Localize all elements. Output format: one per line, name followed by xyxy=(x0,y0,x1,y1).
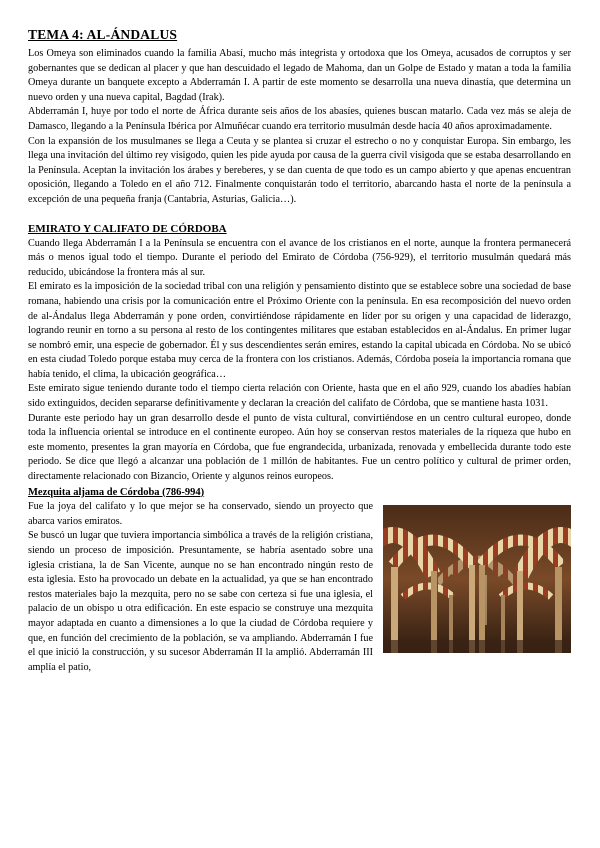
document-content xyxy=(28,27,571,675)
spacer xyxy=(28,208,571,220)
mezquita-photo xyxy=(383,505,571,653)
section-paragraph: Este emirato sigue teniendo durante todo el tiempo cierta relación con Oriente, hasta que en el año 929, cuando los abadíes habían sido extinguidos, deciden separarse definitivamente y declaran la creación del califato de Córdoba, que se mantiene hasta 1031. xyxy=(28,383,571,410)
subsection-paragraph: Fue la joya del califato y lo que mejor se ha conservado, siendo un proyecto que abarca varios emiratos. xyxy=(28,501,373,527)
mezquita-arches-image xyxy=(383,505,571,653)
section-paragraph: Durante este periodo hay un gran desarrollo desde el punto de vista cultural, convirtiéndose en un centro cultural europeo, donde toda la influencia oriental se introduce en el continente europeo. Aún hoy se conservan restos materiales de la riqueza que hubo en este momento, presentes la gran mayoría en Córdoba, que fue engrandecida, urbanizada, renovada y embellecida durante todo este periodo. Se dice que llegó a alcanzar una población de 1 millón de habitantes. Fue un centro político y cultural de primer orden, directamente relacionado con Bizancio, Oriente y algunos reinos europeos. xyxy=(28,412,571,483)
intro-paragraph: Los Omeya son eliminados cuando la familia Abasí, mucho más integrista y ortodoxa que los Omeya, acusados de corruptos y ser gobernantes que se dedican al placer y que han descuidado el legado de Mahoma, dan un Golpe de Estado y matan a toda la familia Omeya durante un banquete excepto a Abderramán I. A partir de este momento se desarrolla una nueva dinastía, que determina un nuevo orden y una nueva capital, Bagdad (Irak). xyxy=(28,48,571,103)
page-title: TEMA 4: AL-ÁNDALUS xyxy=(28,27,178,42)
section-paragraph: Cuando llega Abderramán I a la Península se encuentra con el avance de los cristianos en el norte, aunque la frontera permanecerá más o menos igual todo el tiempo. Durante el periodo del Emirato de Córdoba (756-929), el territorio musulmán quedará más reducido, ubicándose la frontera más al sur. xyxy=(28,237,571,278)
subsection-paragraph: Se buscó un lugar que tuviera importancia simbólica a través de la religión cristiana, siendo un proceso de imposición. Presuntamente, se habría asentado sobre una iglesia cristiana, la de San Vicente, aunque no se han encontrado ningún resto de esta iglesia. Esto ha provocado un debate en la actualidad, ya que se han encontrado restos materiales bajo la mezquita, pero no se sabe con certeza si fue una iglesia, el palacio de un obispo u otra edificación. En este espacio se construye una mezquita mayor adaptada en cuanto a dimensiones a lo que la ciudad de Córdoba requiere y que, en función del crecimiento de la población, se va ampliando. Abderramán I fue el que inició la construcción, y su sucesor Abderramán II la amplió. Abderramán III amplía el patio, xyxy=(28,530,373,673)
intro-paragraph: Con la expansión de los musulmanes se llega a Ceuta y se plantea si cruzar el estrecho o no y conquistar Europa. Sin embargo, les llega una invitación del último rey visigodo, quien les pide ayuda por causa de la guerra civil visigoda que se estaba desarrollando en la Península. Aceptan la invitación los árabes y bereberes, y se dan cuenta de que todo es un campo abierto y que apenas encuentran oposición, llegando a Toledo en el año 712. Finalmente conquistarán todo el territorio, abarcando hasta el norte de la península a excepción de una pequeña franja (Cantabria, Asturias, Galicia…). xyxy=(28,135,571,205)
intro-paragraph: Abderramán I, huye por todo el norte de África durante seis años de los abasíes, quienes buscan matarlo. Cada vez más se aleja de Damasco, llegando a la Península Ibérica por Almuñécar cuando era territorio musulmán desde hacía 40 años aproximadamente. xyxy=(28,106,571,132)
section-paragraph: El emirato es la imposición de la sociedad tribal con una religión y pensamiento distinto que se establece sobre una sociedad de base romana, habiendo una crisis por la comunicación entre el Próximo Oriente con la península. En esa recomposición del nuevo orden de al-Ándalus llega Abderramán y pone orden, convirtiéndose rápidamente en líder por su origen y una capacidad de liderazgo, logrando reunir en torno a su persona al resto de los contingentes militares que estaban establecidos en al-Ándalus. En primer lugar se nombró emir, una especie de gobernador. Él y sus descendientes serán emires, estando la capital ubicada en Córdoba. No se ubicó en esta ciudad Toledo porque estaba muy cerca de la frontera con los cristianos. Además, Córdoba poseía la importancia romana que había tenido, el clima, la ubicación geográfica… xyxy=(28,281,571,380)
section-title: EMIRATO Y CALIFATO DE CÓRDOBA xyxy=(28,222,227,235)
subsection-title: Mezquita aljama de Córdoba (786-994) xyxy=(28,486,205,498)
